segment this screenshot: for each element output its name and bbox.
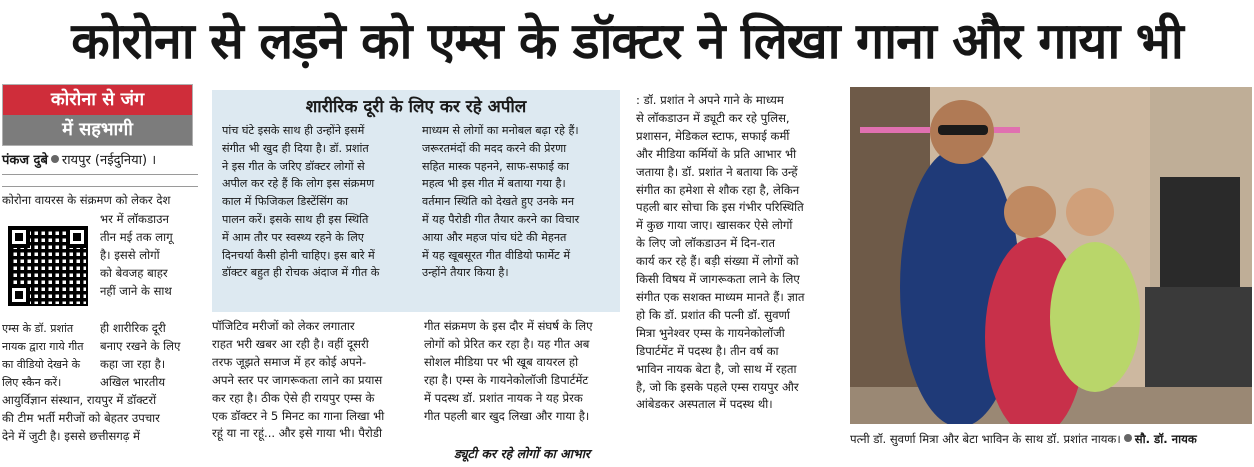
text-line: वर्तमान स्थिति को देखते हुए उनके मन	[422, 195, 575, 209]
text-line: पॉजिटिव मरीजों को लेकर लगातार	[212, 319, 355, 333]
text-line: : डॉ. प्रशांत ने अपने गाने के माध्यम	[636, 93, 784, 107]
headline: कोरोना से लड़ने को एम्स के डॉक्टर ने लिखा गाना और गाया भी	[71, 12, 1183, 70]
text-line: सोशल मीडिया पर भी खूब वायरल हो	[424, 354, 579, 369]
text-line: हो कि डॉ. प्रशांत की पत्नी डॉ. सुवर्णा	[636, 307, 790, 322]
text-line: संगीत का हमेशा से शौक रहा है, लेकिन	[636, 182, 800, 197]
text-line: लिए स्कैन करें।	[2, 375, 62, 389]
text-line: लोगों को प्रेरित कर रहा है। यह गीत अब	[424, 336, 590, 351]
photo-woman-head	[1004, 186, 1056, 238]
text-line: जरूरतमंदों की मदद करने की प्रेरणा	[422, 141, 567, 155]
byline-place: रायपुर (नईदुनिया) ।	[61, 153, 157, 168]
text-line: भाविन नायक बेटा है, जो साथ में रहता	[636, 361, 797, 376]
qr-scan-caption	[2, 320, 98, 392]
text-line: का वीडियो देखने के	[2, 357, 81, 371]
text-line: तरफ जूझते समाज में हर कोई अपने-	[212, 354, 367, 369]
photo-caption	[850, 428, 1254, 450]
box-title: शारीरिक दूरी के लिए कर रहे अपील	[305, 97, 527, 117]
text-line: में यह खूबसूरत गीत वीडियो फार्मेट में	[422, 248, 571, 262]
section-tag-line1: कोरोना से जंग	[3, 85, 192, 115]
text-line: देने में जुटी है। इससे छत्तीसगढ़ में	[2, 428, 140, 443]
qr-finder-icon	[8, 284, 30, 306]
col2-body	[212, 318, 408, 443]
caption-text: पत्नी डॉ. सुवर्णा मित्रा और बेटा भाविन के साथ डॉ. प्रशांत नायक।	[850, 432, 1121, 446]
text-line: ने इस गीत के जरिए डॉक्टर लोगों से	[222, 159, 365, 173]
box-left-column	[222, 122, 412, 282]
text-line: पहली बार सोचा कि इस गंभीर परिस्थिति	[636, 200, 804, 215]
text-line: कहा जा रहा है।	[100, 356, 166, 371]
caption-credit: सौ. डॉ. नायक	[1134, 432, 1197, 446]
text-line: उन्होंने तैयार किया है।	[422, 266, 509, 280]
text-line: प्रशासन, मेडिकल स्टाफ, सफाई कर्मी	[636, 128, 790, 143]
text-line: अपील कर रहे हैं कि लोग इस संक्रमण	[222, 177, 375, 191]
section-tag-line2: में सहभागी	[3, 115, 192, 145]
box-right-column	[422, 122, 618, 282]
text-line: है। इससे लोगों	[100, 247, 160, 262]
text-line: के लिए जो लॉकडाउन में दिन-रात	[636, 236, 776, 251]
text-line: आया और महज पांच घंटे की मेहनत	[422, 230, 567, 244]
subheading: ड्यूटी कर रहे लोगों का आभार	[453, 446, 591, 461]
family-photo-illustration	[850, 87, 1252, 424]
text-line: सहित मास्क पहनने, साफ-सफाई का	[422, 159, 569, 173]
bullet-dot-icon	[51, 155, 59, 163]
col1-bottom	[2, 392, 198, 446]
text-line: एम्स के डॉ. प्रशांत	[2, 322, 74, 335]
text-line: नहीं जाने के साथ	[100, 283, 172, 298]
text-line: माध्यम से लोगों का मनोबल बढ़ा रहे हैं।	[422, 124, 579, 137]
text-line: कर रहा है। ठीक ऐसे ही रायपुर एम्स के	[212, 390, 375, 405]
col1-right-of-caption	[100, 320, 198, 392]
byline-divider	[2, 174, 198, 175]
section-tag	[2, 84, 193, 146]
text-line: तीन मई तक लागू	[100, 229, 173, 244]
text-line: पालन करें। इसके साथ ही इस स्थिति	[222, 212, 369, 226]
text-line: बनाए रखने के लिए	[100, 338, 181, 353]
text-line: महत्व भी इस गीत में बताया गया है।	[422, 177, 566, 191]
qr-finder-icon	[66, 226, 88, 248]
text-line: में कुछ गाया जाए। खासकर ऐसे लोगों	[636, 218, 793, 233]
photo-tv	[1160, 177, 1240, 287]
text-line: भर में लॉकडाउन	[100, 212, 169, 226]
text-line: नायक द्वारा गाये गीत	[2, 339, 84, 353]
text-line: किसी विषय में जागरूकता लाने के लिए	[636, 272, 800, 287]
text-line: अपने स्तर पर जागरूकता लाने का प्रयास	[212, 372, 383, 387]
byline-author: पंकज दुबे	[2, 153, 48, 168]
text-line: राहत भरी खबर आ रही है। वहीं दूसरी	[212, 336, 369, 351]
text-line: ही शारीरिक दूरी	[100, 321, 166, 335]
text-line: गीत पहली बार खुद लिखा और गाया है।	[424, 408, 590, 423]
col1-beside-qr	[100, 211, 198, 301]
text-line: को बेवजह बाहर	[100, 265, 168, 280]
text-line: रहा है। एम्स के गायनेकोलॉजी डिपार्टमेंट	[424, 372, 589, 387]
photo-child-head	[1066, 188, 1114, 236]
text-line: पांच घंटे इसके साथ ही उन्होंने इसमें	[222, 124, 365, 137]
text-line: से लॉकडाउन में ड्यूटी कर रहे पुलिस,	[636, 110, 790, 125]
text-line: डिपार्टमेंट में पदस्थ है। तीन वर्ष का	[636, 343, 779, 358]
text-line: आंबेडकर अस्पताल में पदस्थ थी।	[636, 397, 773, 412]
qr-finder-icon	[8, 226, 30, 248]
text-line: मित्रा भुनेश्वर एम्स के गायनेकोलॉजी	[636, 325, 785, 340]
family-photo	[850, 87, 1252, 424]
text-line: आयुर्विज्ञान संस्थान, रायपुर में डॉक्टरों	[2, 393, 157, 407]
photo-child-body	[1050, 242, 1140, 392]
col3-body	[424, 318, 620, 425]
qr-code-icon	[8, 226, 88, 306]
text-line: दिनचर्या कैसी होनी चाहिए। इस बारे में	[222, 248, 375, 262]
text-line: गीत संक्रमण के इस दौर में संघर्ष के लिए	[424, 319, 593, 333]
text-line: अखिल भारतीय	[100, 374, 166, 389]
text-line: में आम तौर पर स्वस्थ्य रहने के लिए	[222, 230, 364, 244]
text-line: एक डॉक्टर ने 5 मिनट का गाना लिखा भी	[212, 408, 385, 423]
highlight-box	[212, 90, 620, 312]
text-line: संगीत एक सशक्त माध्यम मानते हैं। ज्ञात	[636, 289, 805, 304]
text-line: काल में फिजिकल डिस्टेंसिंग का	[222, 195, 349, 209]
text-line: जताया है। डॉ. प्रशांत ने बताया कि उन्हें	[636, 164, 798, 179]
text-line: रहूं या ना रहूं... और इसे गाया भी। पैरोडी	[212, 426, 382, 441]
byline	[2, 150, 202, 172]
col4-body	[636, 92, 836, 414]
text-line: में यह पैरोडी गीत तैयार करने का विचार	[422, 212, 580, 226]
text-line: डॉक्टर बहुत ही रोचक अंदाज में गीत के	[222, 266, 380, 280]
text-line: कार्य कर रहे हैं। बड़ी संख्या में लोगों को	[636, 254, 799, 269]
glasses-icon	[938, 125, 988, 135]
text-line: में पदस्थ डॉ. प्रशांत नायक ने यह प्रेरक	[424, 390, 583, 405]
text-line: की टीम भर्ती मरीजों को बेहतर उपचार	[2, 410, 160, 425]
text-line: है, जो कि इसके पहले एम्स रायपुर और	[636, 379, 799, 394]
text-line: और मीडिया कर्मियों के प्रति आभार भी	[636, 146, 797, 161]
text-line: संगीत भी खुद ही दिया है। डॉ. प्रशांत	[222, 141, 369, 155]
byline-divider-2	[2, 186, 198, 187]
bullet-dot-icon	[1124, 434, 1132, 442]
col1-top-line: कोरोना वायरस के संक्रमण को लेकर देश	[2, 193, 171, 207]
